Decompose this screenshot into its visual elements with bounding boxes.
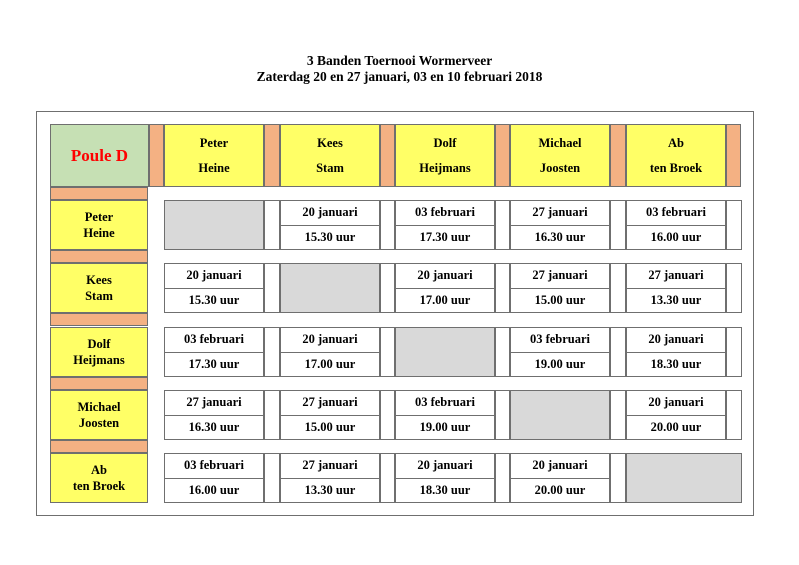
cell-gap xyxy=(495,327,510,377)
player-first-name: Dolf xyxy=(87,337,111,351)
cell-gap xyxy=(264,200,280,250)
row-separator xyxy=(50,440,148,453)
player-last-name: ten Broek xyxy=(72,479,126,493)
player-last-name: Heijmans xyxy=(73,353,125,367)
cell-gap xyxy=(495,263,510,313)
match-cell xyxy=(164,453,264,503)
row-separator xyxy=(50,187,148,200)
match-date: 20 januari xyxy=(511,454,609,479)
header-separator xyxy=(495,124,510,187)
column-header-player xyxy=(280,124,380,187)
column-header-player xyxy=(395,124,495,187)
match-date: 03 februari xyxy=(165,454,263,479)
empty-cell xyxy=(395,327,495,377)
poule-label-text: Poule D xyxy=(70,145,129,165)
match-cell xyxy=(510,453,610,503)
match-cell xyxy=(395,390,495,440)
cell-gap xyxy=(264,453,280,503)
player-last-name: Stam xyxy=(85,289,113,303)
match-cell xyxy=(626,200,726,250)
match-date: 20 januari xyxy=(165,264,263,289)
match-time: 15.30 uur xyxy=(304,229,356,244)
header-separator xyxy=(149,124,164,187)
cell-gap xyxy=(610,327,626,377)
match-date: 20 januari xyxy=(281,201,379,226)
poule-label xyxy=(50,124,149,187)
player-last-name: Heine xyxy=(198,160,230,175)
cell-gap xyxy=(495,200,510,250)
match-date: 20 januari xyxy=(281,328,379,353)
cell-gap xyxy=(610,453,626,503)
match-date: 03 februari xyxy=(396,391,494,416)
match-date: 27 januari xyxy=(281,454,379,479)
match-cell xyxy=(626,263,726,313)
match-time: 17.00 uur xyxy=(304,356,356,371)
match-cell xyxy=(280,327,380,377)
title-line-1: 3 Banden Toernooi Wormerveer xyxy=(306,53,493,68)
header-separator xyxy=(380,124,395,187)
player-last-name: Joosten xyxy=(78,416,120,430)
match-time: 15.00 uur xyxy=(534,292,586,307)
row-header-player xyxy=(50,263,148,313)
cell-gap xyxy=(610,390,626,440)
empty-cell xyxy=(626,453,742,503)
match-date: 20 januari xyxy=(627,328,725,353)
row-header-player xyxy=(50,390,148,440)
cell-gap xyxy=(495,390,510,440)
match-date: 03 februari xyxy=(396,201,494,226)
header-separator xyxy=(610,124,626,187)
match-cell xyxy=(626,390,726,440)
row-header-player xyxy=(50,200,148,250)
column-header-player xyxy=(626,124,726,187)
match-date: 27 januari xyxy=(165,391,263,416)
player-first-name: Ab xyxy=(668,135,684,150)
match-date: 20 januari xyxy=(396,454,494,479)
empty-cell xyxy=(280,263,380,313)
player-last-name: Joosten xyxy=(539,160,581,175)
match-time: 17.30 uur xyxy=(188,356,240,371)
player-last-name: Heine xyxy=(83,226,115,240)
player-first-name: Michael xyxy=(77,400,121,414)
match-date: 27 januari xyxy=(627,264,725,289)
player-first-name: Kees xyxy=(86,273,112,287)
match-time: 18.30 uur xyxy=(419,482,471,497)
row-separator xyxy=(50,377,148,390)
match-cell xyxy=(395,200,495,250)
match-date: 20 januari xyxy=(396,264,494,289)
match-cell xyxy=(510,263,610,313)
match-date: 27 januari xyxy=(511,264,609,289)
cell-gap xyxy=(380,327,395,377)
match-time: 20.00 uur xyxy=(534,482,586,497)
row-separator xyxy=(50,250,148,263)
cell-gap xyxy=(726,263,742,313)
cell-gap xyxy=(380,390,395,440)
match-date: 27 januari xyxy=(281,391,379,416)
match-cell xyxy=(164,327,264,377)
match-time: 15.30 uur xyxy=(188,292,240,307)
match-date: 03 februari xyxy=(165,328,263,353)
match-time: 16.30 uur xyxy=(188,419,240,434)
player-first-name: Peter xyxy=(199,135,229,150)
cell-gap xyxy=(380,200,395,250)
match-date: 27 januari xyxy=(511,201,609,226)
column-header-player xyxy=(510,124,610,187)
cell-gap xyxy=(726,200,742,250)
match-time: 13.30 uur xyxy=(304,482,356,497)
match-time: 19.00 uur xyxy=(419,419,471,434)
player-first-name: Kees xyxy=(317,135,343,150)
player-first-name: Ab xyxy=(91,463,107,477)
header-separator xyxy=(264,124,280,187)
player-first-name: Peter xyxy=(84,210,114,224)
cell-gap xyxy=(264,390,280,440)
cell-gap xyxy=(726,390,742,440)
header-separator xyxy=(726,124,741,187)
match-date: 03 februari xyxy=(627,201,725,226)
player-last-name: Stam xyxy=(316,160,344,175)
match-cell xyxy=(626,327,726,377)
match-time: 20.00 uur xyxy=(650,419,702,434)
match-cell xyxy=(280,200,380,250)
player-last-name: Heijmans xyxy=(419,160,471,175)
empty-cell xyxy=(164,200,264,250)
match-cell xyxy=(395,453,495,503)
match-cell xyxy=(280,390,380,440)
cell-gap xyxy=(264,263,280,313)
match-time: 15.00 uur xyxy=(304,419,356,434)
match-date: 03 februari xyxy=(511,328,609,353)
cell-gap xyxy=(610,200,626,250)
match-cell xyxy=(510,200,610,250)
cell-gap xyxy=(380,453,395,503)
row-header-player xyxy=(50,327,148,377)
row-header-player xyxy=(50,453,148,503)
player-last-name: ten Broek xyxy=(649,160,703,175)
match-time: 17.00 uur xyxy=(419,292,471,307)
match-time: 19.00 uur xyxy=(534,356,586,371)
match-cell xyxy=(164,390,264,440)
match-cell xyxy=(164,263,264,313)
cell-gap xyxy=(726,327,742,377)
match-time: 16.00 uur xyxy=(188,482,240,497)
match-date: 20 januari xyxy=(627,391,725,416)
match-time: 13.30 uur xyxy=(650,292,702,307)
player-first-name: Dolf xyxy=(433,135,457,150)
title-line-2: Zaterdag 20 en 27 januari, 03 en 10 februari 2018 xyxy=(256,69,543,84)
match-time: 18.30 uur xyxy=(650,356,702,371)
cell-gap xyxy=(495,453,510,503)
empty-cell xyxy=(510,390,610,440)
cell-gap xyxy=(610,263,626,313)
match-time: 17.30 uur xyxy=(419,229,471,244)
match-time: 16.00 uur xyxy=(650,229,702,244)
match-cell xyxy=(395,263,495,313)
row-separator xyxy=(50,313,148,326)
cell-gap xyxy=(380,263,395,313)
player-first-name: Michael xyxy=(538,135,582,150)
match-cell xyxy=(510,327,610,377)
match-cell xyxy=(280,453,380,503)
cell-gap xyxy=(264,327,280,377)
column-header-player xyxy=(164,124,264,187)
match-time: 16.30 uur xyxy=(534,229,586,244)
